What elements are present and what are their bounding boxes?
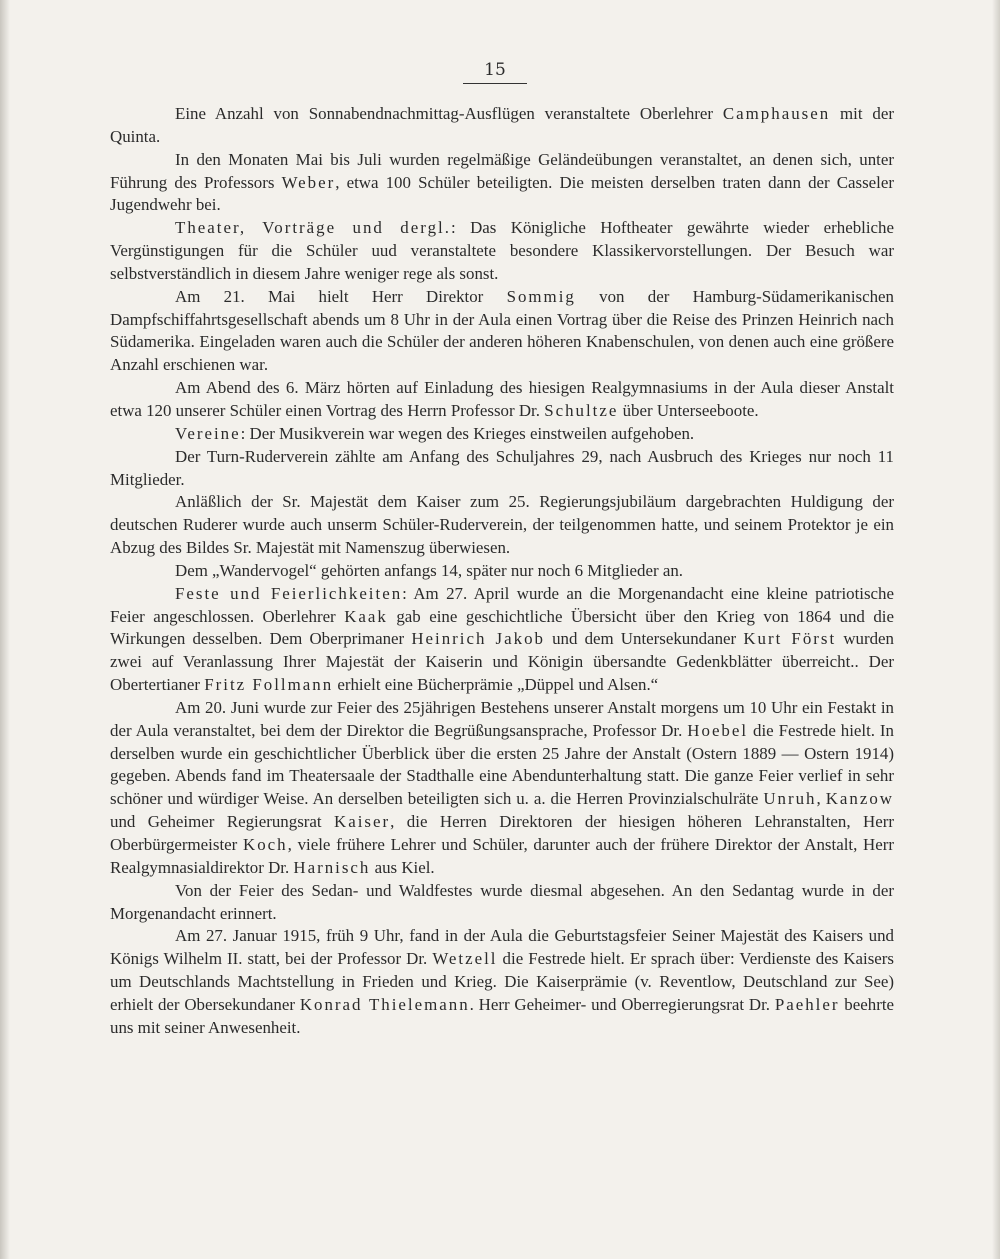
page-edge-right — [992, 0, 1000, 1259]
paragraph-kaisergeburtstag: Am 27. Januar 1915, früh 9 Uhr, fand in der Aula die Geburtstagsfeier Seiner Majestät des Kaisers und Königs Wilhelm II. statt, bei der Professor Dr. Wetzell die Festrede hielt. Er sprach über: Verdienste des Kaisers um Deutschlands Machtstellung in Frieden und Krieg. Die Kaiserprämie (v. Reventlow, Deutschland zur See) erhielt der Obersekundaner Konrad Thielemann. Herr Geheimer- und Oberregierungsrat Dr. Paehler beehrte uns mit seiner Anwesenheit. — [110, 926, 895, 1037]
paragraph-ausfluege: Eine Anzahl von Sonnabendnachmittag-Ausflügen veranstaltete Oberlehrer Camphausen mit der Quinta. — [110, 104, 894, 146]
paragraph-sedanfeier: Von der Feier des Sedan- und Waldfestes wurde diesmal abgesehen. An den Sedantag wurde in der Morgenandacht erinnert. — [110, 880, 894, 923]
paragraph-turn-ruderverein: Der Turn-Ruderverein zählte am Anfang des Schuljahres 29, nach Ausbruch des Krieges nur noch 11 Mitglieder. — [110, 446, 894, 489]
paragraph-wandervogel: Dem „Wandervogel“ gehörten anfangs 14, später nur noch 6 Mitglieder an. — [175, 560, 683, 580]
paragraph-vortrag-sommig: Am 21. Mai hielt Herr Direktor Sommig von der Hamburg-Südamerikanischen Dampfschiffahrtsgesellschaft abends um 8 Uhr in der Aula einen Vortrag über die Reise des Prinzen Heinrich nach Südamerika. Eingeladen waren auch die Schüler der anderen höheren Knabenschulen, von denen auch eine größere Anzahl erschienen war. — [110, 286, 894, 375]
paragraph-gelaendeuebungen: In den Monaten Mai bis Juli wurden regelmäßige Geländeübungen veranstaltet, an denen sich, unter Führung des Professors Weber, etwa 100 Schüler beteiligten. Die meisten derselben traten dann der Casseler Jugendwehr bei. — [110, 149, 894, 215]
paragraph-feste: Feste und Feierlichkeiten: Am 27. April wurde an die Morgenandacht eine kleine patriotische Feier angeschlossen. Oberlehrer Kaak gab eine geschichtliche Übersicht über den Krieg von 1864 und die Wirkungen desselben. Dem Oberprimaner Heinrich Jakob und dem Untersekundaner Kurt Först wurden zwei auf Veranlassung Ihrer Majestät der Kaiserin und Königin übersandte Gedenkblätter überreicht.. Der Obertertianer Fritz Follmann erhielt eine Bücherprämie „Düppel und Alsen.“ — [110, 583, 894, 695]
page-edge-left — [0, 0, 10, 1259]
paragraph-regierungsjubilaeum: Anläßlich der Sr. Majestät dem Kaiser zum 25. Regierungsjubiläum dargebrachten Huldigung der deutschen Ruderer wurde auch unserm Schüler-Ruderverein, der teilgenommen hatte, und seinem Protektor je ein Abzug des Bildes Sr. Majestät mit Namenszug überwiesen. — [110, 492, 894, 558]
page-number: 15 — [463, 60, 527, 84]
body-text — [110, 103, 894, 1040]
paragraph-jubilaeumsfeier: Am 20. Juni wurde zur Feier des 25jährigen Bestehens unserer Anstalt morgens um 10 Uhr ein Festakt in der Aula veranstaltet, bei dem der Direktor die Begrüßungsansprache, Professor Dr. Hoebel die Festrede hielt. In derselben wurde ein geschichtlicher Überblick über die ersten 25 Jahre der Anstalt (Ostern 1889 — Ostern 1914) gegeben. Abends fand im Theatersaale der Stadthalle eine Abendunterhaltung statt. Die ganze Feier verlief in sehr schöner und würdiger Weise. An derselben beteiligten sich u. a. die Herren Provinzialschulräte Unruh, Kanzow und Geheimer Regierungsrat Kaiser, die Herren Direktoren der hiesigen höheren Lehranstalten, Herr Oberbürgermeister Koch, viele frühere Lehrer und Schüler, darunter auch der frühere Direktor der Anstalt, Herr Realgymnasialdirektor Dr. Harnisch aus Kiel. — [110, 697, 894, 877]
paragraph-vereine: Vereine: Der Musikverein war wegen des Krieges einstweilen aufgehoben. — [175, 423, 695, 443]
paragraph-vortrag-schultze: Am Abend des 6. März hörten auf Einladung des hiesigen Realgymnasiums in der Aula dieser Anstalt etwa 120 unserer Schüler einen Vortrag des Herrn Professor Dr. Schultze über Unterseeboote. — [110, 378, 894, 420]
paragraph-theater: Theater, Vorträge und dergl.: Das Königliche Hoftheater gewährte wieder erhebliche Vergünstigungen für die Schüler uud veranstaltete besondere Klassikervorstellungen. Der Besuch war selbstverständlich in diesem Jahre weniger rege als sonst. — [110, 218, 894, 283]
